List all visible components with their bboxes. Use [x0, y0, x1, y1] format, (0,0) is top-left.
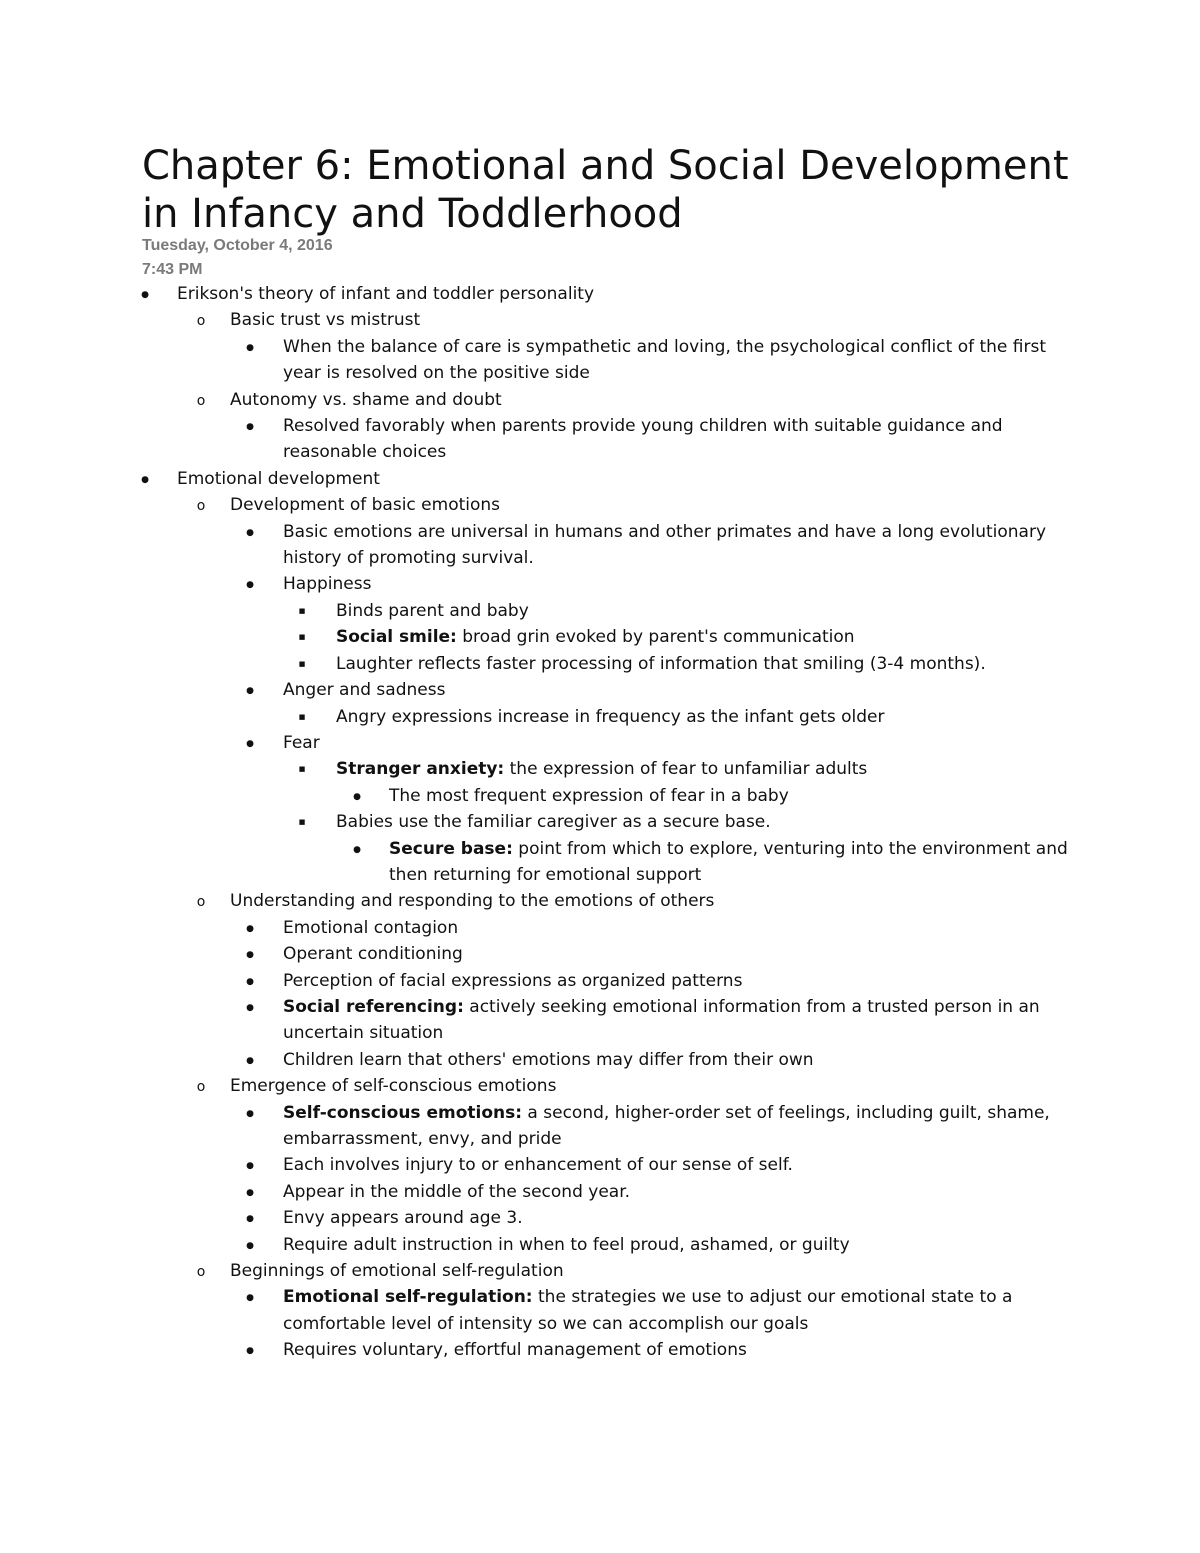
- defined-term: Secure base:: [389, 838, 513, 859]
- outline-item-text: [283, 915, 1063, 941]
- circle-bullet-icon: [191, 307, 211, 334]
- outline-item: [0, 413, 1200, 466]
- outline-item-body: Requires voluntary, effortful management of emotions: [283, 1340, 747, 1361]
- outline-item-text: [389, 836, 1069, 889]
- outline-item-text: [283, 994, 1063, 1047]
- outline-item-text: [283, 1232, 1063, 1258]
- outline-item-body: Basic emotions are universal in humans and other primates and have a long evolutionary history of promoting survival.: [283, 521, 1047, 569]
- circle-bullet-icon: [191, 1258, 211, 1285]
- disc-bullet-icon: [240, 1179, 260, 1206]
- outline-item-body: Autonomy vs. shame and doubt: [230, 389, 502, 410]
- circle-bullet-icon: [191, 888, 211, 915]
- outline-item-body: Emotional development: [177, 468, 380, 489]
- disc-bullet-icon: [347, 836, 367, 863]
- outline-item: [0, 677, 1200, 703]
- circle-bullet-icon: [191, 387, 211, 414]
- disc-bullet-icon: [240, 994, 260, 1021]
- square-bullet-icon: [292, 809, 312, 835]
- outline-item: [0, 598, 1200, 624]
- disc-bullet-icon: [240, 915, 260, 942]
- note-metadata: [142, 234, 333, 282]
- disc-bullet-icon: [240, 677, 260, 704]
- outline-item-body: Erikson's theory of infant and toddler personality: [177, 284, 595, 304]
- outline-item: [0, 1232, 1200, 1258]
- outline-item: [0, 704, 1200, 730]
- outline-item-text: [283, 334, 1063, 387]
- circle-bullet-icon: [191, 1073, 211, 1100]
- disc-bullet-icon: [135, 281, 155, 308]
- note-date: Tuesday, October 4, 2016: [142, 237, 333, 254]
- defined-term: Self-conscious emotions:: [283, 1102, 523, 1123]
- outline-item: [0, 836, 1200, 889]
- outline-item: [0, 519, 1200, 572]
- outline-item-body: a second, higher-order set of feelings, including guilt, shame, embarrassment, envy, and pride: [283, 1102, 1050, 1149]
- outline-item-body: When the balance of care is sympathetic and loving, the psychological conflict of the first year is resolved on the positive side: [283, 336, 1047, 384]
- outline-item-text: [283, 1152, 1063, 1178]
- square-bullet-icon: [292, 651, 312, 677]
- disc-bullet-icon: [240, 334, 260, 361]
- outline-item-body: Happiness: [283, 574, 372, 595]
- outline-item: [0, 492, 1200, 518]
- outline-item: [0, 281, 1200, 307]
- outline-item-text: [283, 519, 1063, 572]
- square-bullet-icon: [292, 598, 312, 624]
- outline-item: [0, 756, 1200, 782]
- outline-item-text: [230, 387, 1060, 413]
- outline-item-text: [283, 413, 1063, 466]
- outline-item: [0, 334, 1200, 387]
- outline-item: [0, 624, 1200, 650]
- outline-item-text: [336, 704, 1066, 730]
- outline-item: [0, 1152, 1200, 1178]
- outline-item-body: Appear in the middle of the second year.: [283, 1181, 631, 1202]
- outline-item-text: [336, 809, 1066, 835]
- outline-item-text: [283, 1284, 1063, 1337]
- outline-item-body: Operant conditioning: [283, 944, 463, 965]
- outline-item: [0, 1073, 1200, 1099]
- disc-bullet-icon: [135, 466, 155, 493]
- outline-item: [0, 915, 1200, 941]
- outline-item: [0, 571, 1200, 597]
- outline-item-body: Each involves injury to or enhancement of our sense of self.: [283, 1155, 793, 1176]
- outline-item-text: [283, 677, 1063, 703]
- outline-item-body: Development of basic emotions: [230, 495, 501, 516]
- outline-item: [0, 809, 1200, 835]
- disc-bullet-icon: [240, 1284, 260, 1311]
- outline-item: [0, 1337, 1200, 1363]
- outline-item-text: [177, 281, 1057, 307]
- outline-item: [0, 1179, 1200, 1205]
- disc-bullet-icon: [240, 1337, 260, 1364]
- outline-item-text: [230, 307, 1060, 333]
- outline-item-text: [336, 651, 1066, 677]
- disc-bullet-icon: [240, 571, 260, 598]
- outline-item-body: Emergence of self-conscious emotions: [230, 1076, 557, 1097]
- outline-item-body: Binds parent and baby: [336, 600, 529, 621]
- outline-item-text: [283, 1179, 1063, 1205]
- outline-item: [0, 730, 1200, 756]
- outline-item: [0, 783, 1200, 809]
- outline-item-body: Anger and sadness: [283, 680, 446, 701]
- outline-item-body: Perception of facial expressions as organized patterns: [283, 970, 743, 991]
- outline-item-text: [283, 1100, 1063, 1153]
- outline-item: [0, 1100, 1200, 1153]
- outline-item-body: Emotional contagion: [283, 917, 459, 938]
- outline-item-body: actively seeking emotional information from a trusted person in an uncertain situation: [283, 996, 1040, 1044]
- disc-bullet-icon: [240, 1232, 260, 1259]
- outline-item-text: [283, 968, 1063, 994]
- outline-item-body: Laughter reflects faster processing of information that smiling (3-4 months).: [336, 653, 986, 674]
- outline-item: [0, 387, 1200, 413]
- square-bullet-icon: [292, 756, 312, 782]
- defined-term: Social referencing:: [283, 996, 464, 1017]
- outline-item-body: Require adult instruction in when to feel proud, ashamed, or guilty: [283, 1234, 850, 1255]
- outline-item-body: Understanding and responding to the emotions of others: [230, 891, 715, 912]
- note-time: 7:43 PM: [142, 261, 203, 278]
- outline-item-text: [230, 888, 1060, 914]
- outline-item-text: [336, 756, 1066, 782]
- outline-item: [0, 307, 1200, 333]
- outline-item-body: Babies use the familiar caregiver as a secure base.: [336, 812, 771, 833]
- defined-term: Stranger anxiety:: [336, 759, 505, 780]
- disc-bullet-icon: [240, 413, 260, 440]
- outline-item: [0, 1047, 1200, 1073]
- outline-item: [0, 1284, 1200, 1337]
- outline-list: [0, 281, 1200, 1364]
- square-bullet-icon: [292, 624, 312, 650]
- disc-bullet-icon: [240, 1152, 260, 1179]
- page-title: Chapter 6: Emotional and Social Development in Infancy and Toddlerhood: [142, 143, 1069, 237]
- outline-item-text: [283, 941, 1063, 967]
- outline-item: [0, 968, 1200, 994]
- outline-item-body: The most frequent expression of fear in a baby: [389, 785, 789, 806]
- defined-term: Social smile:: [336, 627, 457, 648]
- outline-item-body: the expression of fear to unfamiliar adults: [504, 759, 868, 780]
- outline-item-text: [230, 1073, 1060, 1099]
- outline-item: [0, 1258, 1200, 1284]
- outline-item-text: [283, 1205, 1063, 1231]
- outline-item: [0, 466, 1200, 492]
- outline-item-body: the strategies we use to adjust our emotional state to a comfortable level of intensity so we can accomplish our goals: [283, 1287, 1013, 1334]
- disc-bullet-icon: [240, 519, 260, 546]
- outline-item-text: [230, 1258, 1060, 1284]
- disc-bullet-icon: [240, 968, 260, 995]
- outline-item: [0, 651, 1200, 677]
- outline-item: [0, 1205, 1200, 1231]
- outline-item: [0, 994, 1200, 1047]
- outline-item-body: point from which to explore, venturing into the environment and then returning for emotional support: [389, 838, 1068, 885]
- disc-bullet-icon: [240, 730, 260, 757]
- outline-item-text: [283, 1047, 1063, 1073]
- outline-item-text: [177, 466, 1057, 492]
- outline-item-text: [283, 571, 1063, 597]
- outline-item-body: Children learn that others' emotions may differ from their own: [283, 1049, 814, 1070]
- outline-item-text: [283, 730, 1063, 756]
- square-bullet-icon: [292, 704, 312, 730]
- outline-item-text: [230, 492, 1060, 518]
- disc-bullet-icon: [240, 1100, 260, 1127]
- outline-item-body: broad grin evoked by parent's communication: [456, 627, 855, 648]
- outline-item-body: Beginnings of emotional self-regulation: [230, 1261, 564, 1282]
- circle-bullet-icon: [191, 492, 211, 519]
- outline-item-text: [336, 598, 1066, 624]
- disc-bullet-icon: [240, 1205, 260, 1232]
- outline-item-text: [336, 624, 1066, 650]
- outline-item-text: [283, 1337, 1063, 1363]
- outline-item-body: Basic trust vs mistrust: [230, 310, 421, 331]
- defined-term: Emotional self-regulation:: [283, 1287, 533, 1308]
- disc-bullet-icon: [240, 941, 260, 968]
- outline-item-body: Resolved favorably when parents provide young children with suitable guidance and reasonable choices: [283, 416, 1003, 463]
- outline-item-body: Envy appears around age 3.: [283, 1208, 523, 1229]
- outline-item-body: Fear: [283, 732, 320, 753]
- disc-bullet-icon: [240, 1047, 260, 1074]
- outline-item: [0, 941, 1200, 967]
- disc-bullet-icon: [347, 783, 367, 810]
- outline-item-text: [389, 783, 1069, 809]
- outline-item-body: Angry expressions increase in frequency as the infant gets older: [336, 706, 885, 727]
- outline-item: [0, 888, 1200, 914]
